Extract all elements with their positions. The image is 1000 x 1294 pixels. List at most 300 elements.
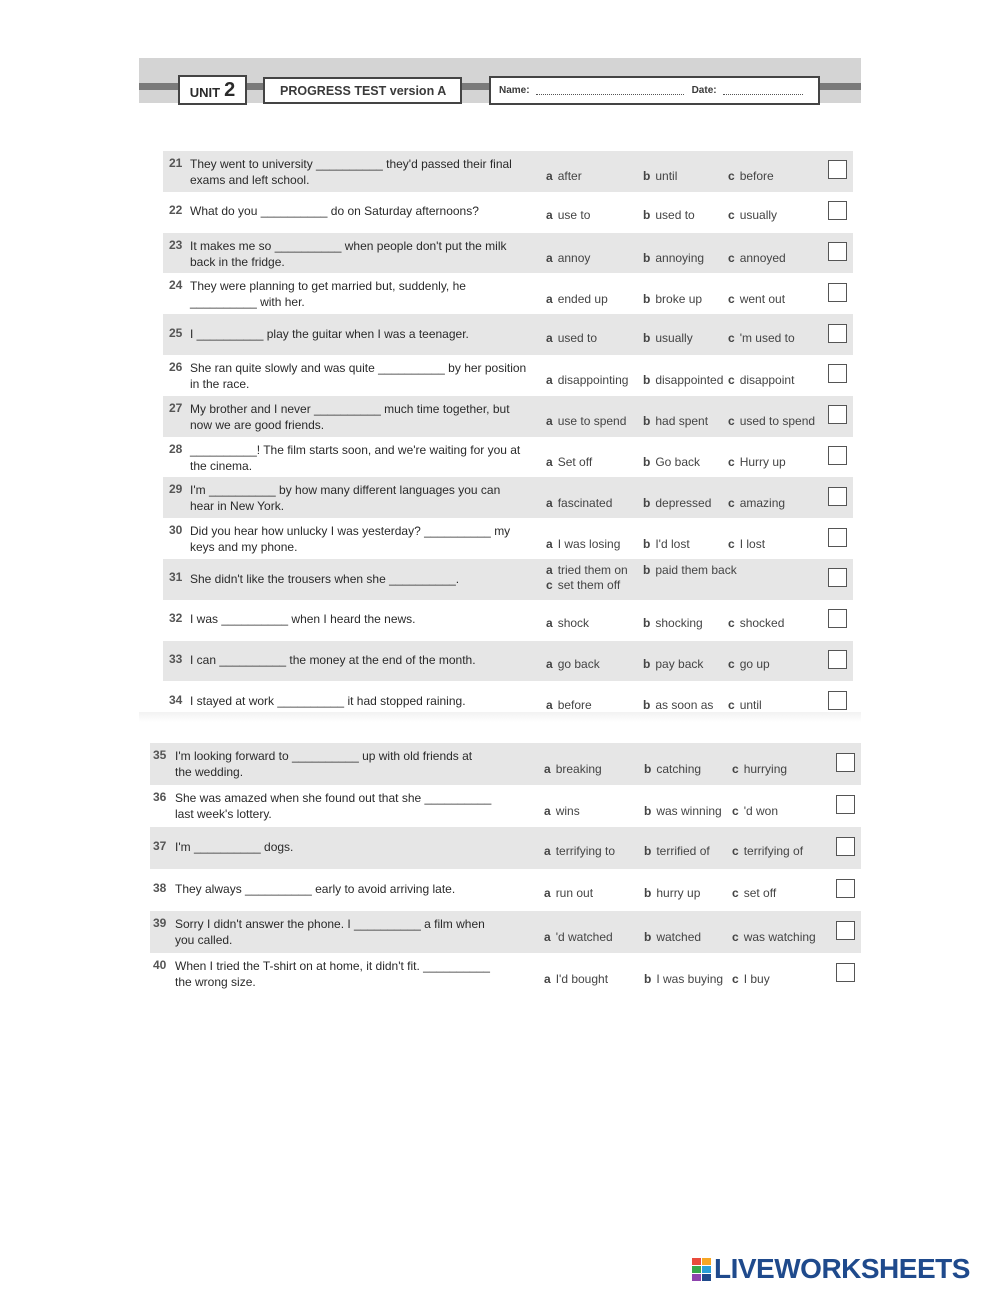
answer-checkbox[interactable] [836, 795, 855, 814]
option-text: was watching [743, 930, 816, 944]
option-b[interactable] [643, 455, 700, 469]
question-number: 29 [169, 482, 183, 497]
option-letter: b [643, 454, 651, 469]
option-a[interactable] [544, 930, 613, 944]
option-text: before [557, 697, 592, 712]
option-b[interactable] [643, 169, 677, 183]
option-text: annoyed [739, 250, 786, 265]
question-row [163, 600, 853, 641]
option-b[interactable] [644, 844, 710, 858]
option-text: depressed [655, 495, 712, 510]
option-letter: c [728, 616, 735, 631]
option-text: I lost [739, 536, 766, 551]
option-b[interactable] [643, 496, 711, 510]
option-b[interactable] [643, 698, 713, 712]
option-text: after [557, 169, 582, 184]
option-c[interactable] [732, 930, 816, 944]
option-text: I buy [743, 972, 770, 986]
question-text [190, 693, 540, 709]
question-text [190, 360, 540, 392]
question-number: 33 [169, 651, 183, 666]
option-letter: a [546, 616, 553, 631]
option-letter: b [643, 616, 651, 631]
option-text: shock [557, 616, 590, 631]
question-number: 28 [169, 441, 183, 456]
question-text [190, 442, 540, 474]
option-letter: a [546, 208, 553, 223]
option-letter: b [643, 563, 651, 578]
option-text: I was buying [656, 972, 724, 986]
question-text-line2: last week's lottery. [175, 807, 272, 821]
option-letter: c [546, 578, 553, 593]
option-c[interactable] [732, 886, 776, 900]
option-text: shocking [655, 616, 703, 631]
question-text [190, 203, 540, 219]
section-divider [139, 712, 861, 722]
answer-checkbox[interactable] [836, 753, 855, 772]
option-letter: a [546, 291, 553, 306]
question-number: 39 [153, 916, 167, 930]
option-letter: c [728, 291, 735, 306]
question-text-line1: It makes me so __________ when people don't put the milk [190, 238, 507, 253]
option-text: hurry up [656, 886, 701, 900]
test-title-box [263, 77, 462, 104]
option-text: paid them back [655, 563, 737, 578]
option-c[interactable] [728, 169, 774, 183]
option-letter: b [643, 656, 651, 671]
option-text: terrified of [656, 844, 710, 858]
question-text-line2: you called. [175, 933, 233, 947]
question-number: 26 [169, 360, 183, 374]
unit-label: UNIT [189, 84, 221, 100]
question-number: 40 [153, 958, 167, 972]
option-b[interactable] [643, 616, 703, 630]
option-c[interactable] [728, 414, 815, 428]
option-letter: c [728, 250, 735, 265]
answer-checkbox[interactable] [828, 650, 847, 669]
answer-checkbox[interactable] [828, 405, 847, 424]
option-text: run out [555, 886, 594, 900]
unit-box [178, 75, 247, 105]
answer-checkbox[interactable] [828, 324, 847, 343]
question-text [190, 401, 540, 433]
logo-tile [702, 1258, 711, 1265]
option-text: wins [555, 804, 580, 818]
answer-checkbox[interactable] [828, 364, 847, 383]
option-text: ended up [557, 291, 608, 306]
question-row [163, 355, 853, 396]
option-letter: b [643, 250, 651, 265]
option-letter: a [544, 886, 551, 900]
option-text: had spent [655, 414, 709, 429]
option-letter: c [732, 972, 739, 986]
option-c[interactable] [728, 698, 762, 712]
question-row [150, 743, 861, 785]
question-row [163, 437, 853, 478]
option-letter: b [643, 208, 651, 223]
logo-tile [692, 1274, 701, 1281]
option-letter: a [546, 250, 553, 265]
option-a[interactable] [546, 169, 582, 183]
option-c[interactable] [732, 972, 770, 986]
answer-checkbox[interactable] [828, 201, 847, 220]
option-c[interactable] [728, 537, 765, 551]
option-a[interactable] [546, 657, 600, 671]
question-text [175, 748, 525, 780]
option-letter: a [546, 697, 553, 712]
option-letter: a [546, 656, 553, 671]
question-text-line1: Did you hear how unlucky I was yesterday? __________ my [190, 524, 511, 539]
answer-checkbox[interactable] [828, 691, 847, 710]
logo-tile [702, 1266, 711, 1273]
option-letter: c [732, 886, 739, 900]
option-a[interactable] [546, 373, 628, 387]
option-c[interactable] [728, 208, 777, 222]
option-letter: c [728, 414, 735, 429]
option-letter: a [544, 762, 551, 776]
option-letter: c [732, 930, 739, 944]
question-text-line1: I stayed at work __________ it had stopped raining. [190, 693, 466, 708]
question-text-line2: exams and left school. [190, 173, 310, 187]
question-text-line1: Sorry I didn't answer the phone. I __________ a film when [175, 917, 485, 931]
option-letter: b [643, 697, 651, 712]
option-a[interactable] [546, 616, 589, 630]
option-text: breaking [555, 762, 602, 776]
option-text: hurrying [743, 762, 788, 776]
question-number: 35 [153, 748, 167, 762]
option-text: disappoint [739, 373, 795, 388]
question-number: 37 [153, 839, 167, 853]
option-b[interactable] [643, 208, 695, 222]
option-b[interactable] [643, 657, 703, 671]
question-text-line1: What do you __________ do on Saturday afternoons? [190, 204, 479, 219]
option-text: pay back [655, 656, 704, 671]
option-a[interactable] [546, 251, 590, 265]
question-text [190, 523, 540, 555]
option-text: usually [739, 208, 778, 223]
question-row [163, 192, 853, 233]
option-text: I was losing [557, 536, 621, 551]
option-a[interactable] [546, 698, 592, 712]
option-letter: b [644, 804, 652, 818]
option-b[interactable] [643, 414, 708, 428]
option-text: was winning [656, 804, 722, 818]
unit-number: 2 [224, 78, 236, 101]
option-text: I'd bought [555, 972, 609, 986]
option-letter: c [732, 804, 739, 818]
option-c[interactable] [728, 657, 770, 671]
question-text-line2: __________ with her. [190, 295, 305, 310]
answer-checkbox[interactable] [828, 487, 847, 506]
name-field[interactable] [536, 86, 684, 95]
option-letter: c [732, 844, 739, 858]
logo-tile [692, 1258, 701, 1265]
question-row [150, 827, 861, 869]
question-text [175, 958, 525, 990]
option-letter: b [644, 844, 652, 858]
option-letter: a [546, 414, 553, 429]
option-b[interactable] [644, 972, 723, 986]
question-number: 34 [169, 692, 183, 707]
question-row [163, 559, 853, 600]
answer-checkbox[interactable] [836, 963, 855, 982]
option-text: Go back [655, 454, 701, 469]
logo-text: LIVEWORKSHEETS [714, 1253, 970, 1284]
answer-checkbox[interactable] [836, 837, 855, 856]
logo-icon [692, 1258, 711, 1281]
option-letter: a [546, 536, 553, 551]
option-letter: b [643, 536, 651, 551]
option-a[interactable] [544, 972, 608, 986]
question-text [190, 652, 540, 668]
question-row [150, 869, 861, 911]
option-letter: b [643, 291, 651, 306]
question-text-line2: back in the fridge. [190, 254, 285, 269]
answer-checkbox[interactable] [828, 242, 847, 261]
option-text: catching [656, 762, 702, 776]
option-text: 'm used to [739, 330, 795, 345]
option-letter: b [643, 373, 651, 388]
option-text: terrifying of [743, 844, 804, 858]
option-text: used to [655, 208, 695, 223]
option-text: until [739, 697, 762, 712]
question-row [150, 953, 861, 995]
option-text: I'd lost [655, 536, 690, 551]
question-row [150, 785, 861, 827]
option-b[interactable] [643, 563, 737, 577]
question-text [175, 881, 525, 897]
option-text: as soon as [655, 697, 714, 712]
logo-tile [702, 1274, 711, 1281]
answer-checkbox[interactable] [828, 283, 847, 302]
question-row [163, 314, 853, 355]
option-a[interactable] [546, 208, 590, 222]
question-row [163, 396, 853, 437]
question-number: 24 [169, 278, 183, 293]
question-text-line1: She ran quite slowly and was quite __________ by her position [190, 361, 527, 375]
option-c[interactable] [728, 251, 786, 265]
answer-checkbox[interactable] [828, 446, 847, 465]
question-text-line2: the wedding. [175, 765, 244, 779]
option-letter: c [728, 330, 735, 345]
question-row [163, 477, 853, 518]
answer-checkbox[interactable] [836, 921, 855, 940]
option-letter: c [728, 373, 735, 388]
question-text-line2: in the race. [190, 377, 250, 391]
question-number: 27 [169, 400, 183, 415]
option-letter: a [544, 804, 551, 818]
name-label: Name: [499, 85, 530, 96]
question-text-line1: I __________ play the guitar when I was a teenager. [190, 326, 469, 341]
question-text [190, 278, 540, 310]
option-letter: b [644, 930, 652, 944]
option-c[interactable] [728, 455, 786, 469]
option-text: usually [655, 330, 693, 345]
option-a[interactable] [544, 886, 593, 900]
date-label: Date: [691, 85, 717, 96]
option-text: fascinated [557, 495, 613, 510]
option-text: 'd won [743, 804, 778, 818]
name-date-box [489, 76, 820, 105]
option-c[interactable] [728, 373, 794, 387]
option-c[interactable] [732, 762, 787, 776]
option-text: set them off [557, 578, 621, 593]
option-text: before [739, 169, 774, 184]
option-text: 'd watched [555, 930, 613, 944]
question-text-line2: now we are good friends. [190, 417, 325, 432]
option-c[interactable] [546, 578, 620, 592]
question-number: 30 [169, 523, 183, 538]
question-number: 36 [153, 790, 167, 804]
option-c[interactable] [732, 844, 803, 858]
option-letter: b [643, 330, 651, 345]
question-text-line1: They always __________ early to avoid arriving late. [175, 882, 456, 896]
question-text [175, 839, 525, 855]
option-letter: c [732, 762, 739, 776]
option-c[interactable] [728, 616, 784, 630]
option-a[interactable] [546, 496, 612, 510]
option-text: tried them on [557, 563, 628, 578]
question-text [175, 916, 525, 948]
option-b[interactable] [643, 373, 723, 387]
option-text: use to spend [557, 414, 627, 429]
option-a[interactable] [546, 414, 626, 428]
option-a[interactable] [544, 844, 615, 858]
option-a[interactable] [544, 762, 602, 776]
option-letter: a [546, 373, 553, 388]
question-text-line2: hear in New York. [190, 499, 285, 514]
option-c[interactable] [728, 292, 785, 306]
option-text: broke up [655, 291, 703, 306]
option-a[interactable] [546, 292, 608, 306]
question-number: 31 [169, 570, 183, 585]
question-text-line1: __________! The film starts soon, and we're waiting for you at [190, 442, 521, 457]
option-text: annoy [557, 250, 591, 265]
question-row [163, 151, 853, 192]
option-letter: b [643, 495, 651, 510]
option-b[interactable] [643, 331, 693, 345]
option-b[interactable] [643, 251, 704, 265]
option-a[interactable] [546, 563, 628, 577]
option-text: annoying [655, 250, 705, 265]
question-number: 38 [153, 881, 167, 895]
option-b[interactable] [643, 292, 702, 306]
option-text: amazing [739, 495, 786, 510]
option-letter: c [728, 536, 735, 551]
option-letter: a [546, 563, 553, 578]
question-row [163, 233, 853, 274]
test-title: PROGRESS TEST version A [280, 83, 447, 98]
question-row [163, 641, 853, 682]
option-letter: c [728, 454, 735, 469]
liveworksheets-logo [692, 1254, 970, 1284]
option-text: watched [656, 930, 702, 944]
question-text-line1: I'm __________ dogs. [175, 840, 294, 854]
option-text: use to [557, 208, 591, 223]
option-text: until [655, 169, 678, 184]
option-letter: c [728, 495, 735, 510]
option-letter: c [728, 208, 735, 223]
option-text: go up [739, 656, 770, 671]
question-number: 25 [169, 325, 183, 340]
option-c[interactable] [728, 331, 795, 345]
option-letter: c [728, 697, 735, 712]
question-text-line1: I was __________ when I heard the news. [190, 612, 416, 627]
logo-tile [692, 1266, 701, 1273]
option-text: terrifying to [555, 844, 616, 858]
question-text [190, 611, 540, 627]
option-text: used to spend [739, 414, 816, 429]
question-text-line2: the wrong size. [175, 975, 256, 989]
option-b[interactable] [644, 804, 722, 818]
option-b[interactable] [644, 762, 701, 776]
question-text [190, 238, 540, 270]
option-letter: a [546, 454, 553, 469]
option-letter: a [544, 930, 551, 944]
option-text: went out [739, 291, 786, 306]
option-letter: b [644, 972, 652, 986]
option-a[interactable] [546, 455, 592, 469]
question-text [190, 571, 540, 587]
question-text [190, 326, 540, 342]
answer-checkbox[interactable] [828, 160, 847, 179]
question-text-line1: I'm __________ by how many different languages you can [190, 483, 501, 498]
option-a[interactable] [544, 804, 580, 818]
answer-checkbox[interactable] [828, 568, 847, 587]
option-b[interactable] [643, 537, 690, 551]
question-row [163, 273, 853, 314]
option-a[interactable] [546, 331, 597, 345]
option-text: set off [743, 886, 777, 900]
option-text: used to [557, 330, 598, 345]
option-b[interactable] [644, 930, 701, 944]
answer-checkbox[interactable] [836, 879, 855, 898]
option-letter: c [728, 169, 735, 184]
option-text: disappointing [557, 373, 629, 388]
question-text-line1: I'm looking forward to __________ up with old friends at [175, 749, 473, 763]
option-c[interactable] [728, 496, 785, 510]
option-c[interactable] [732, 804, 778, 818]
question-text [190, 482, 540, 514]
answer-checkbox[interactable] [828, 528, 847, 547]
question-text-line1: My brother and I never __________ much time together, but [190, 401, 510, 416]
option-a[interactable] [546, 537, 620, 551]
date-field[interactable] [723, 86, 803, 95]
question-text-line1: I can __________ the money at the end of the month. [190, 652, 476, 667]
option-b[interactable] [644, 886, 700, 900]
question-number: 23 [169, 237, 183, 252]
question-text [190, 156, 540, 188]
option-text: disappointed [655, 373, 724, 388]
question-number: 22 [169, 203, 183, 218]
option-letter: a [546, 495, 553, 510]
answer-checkbox[interactable] [828, 609, 847, 628]
option-letter: a [546, 169, 553, 184]
question-text-line2: the cinema. [190, 458, 253, 473]
option-letter: b [644, 886, 652, 900]
question-text-line1: They were planning to get married but, suddenly, he [190, 279, 466, 294]
question-text-line1: They went to university __________ they'd passed their final [190, 157, 512, 171]
option-text: go back [557, 656, 600, 671]
question-number: 21 [169, 156, 183, 170]
option-text: Hurry up [739, 454, 786, 469]
option-letter: b [643, 414, 651, 429]
option-text: shocked [739, 616, 785, 631]
question-row [150, 911, 861, 953]
option-letter: b [644, 762, 652, 776]
option-text: Set off [557, 454, 593, 469]
question-text-line2: keys and my phone. [190, 540, 298, 555]
